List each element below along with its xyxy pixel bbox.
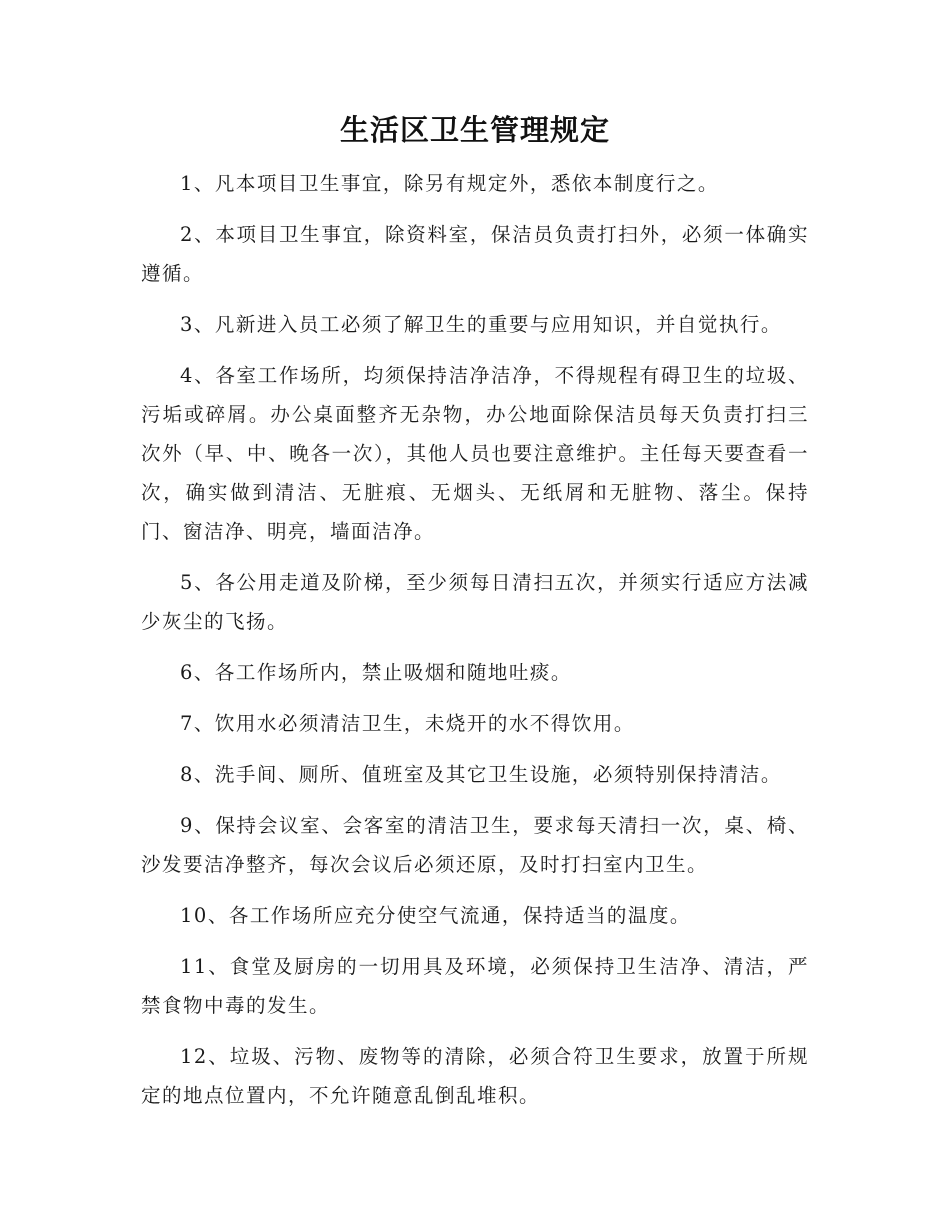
paragraph-1: 1、凡本项目卫生事宜，除另有规定外，悉依本制度行之。 xyxy=(180,172,719,195)
document-body xyxy=(141,164,809,1127)
document-title: 生活区卫生管理规定 xyxy=(339,113,610,147)
paragraph-12: 12、垃圾、污物、废物等的清除，必须合符卫生要求，放置于所规定的地点位置内，不允许随意乱倒乱堆积。 xyxy=(141,1045,809,1107)
paragraph-2: 2、本项目卫生事宜，除资料室，保洁员负责打扫外，必须一体确实遵循。 xyxy=(141,223,809,285)
paragraph-7: 7、饮用水必须清洁卫生，未烧开的水不得饮用。 xyxy=(180,712,635,735)
paragraph-9: 9、保持会议室、会客室的清洁卫生，要求每天清扫一次，桌、椅、沙发要洁净整齐，每次会议后必须还原，及时打扫室内卫生。 xyxy=(141,814,809,876)
paragraph-11: 11、食堂及厨房的一切用具及环境，必须保持卫生洁净、清洁，严禁食物中毒的发生。 xyxy=(141,955,809,1017)
paragraph-8: 8、洗手间、厕所、值班室及其它卫生设施，必须特别保持清洁。 xyxy=(180,763,782,786)
paragraph-6: 6、各工作场所内，禁止吸烟和随地吐痰。 xyxy=(180,661,572,684)
paragraph-5: 5、各公用走道及阶梯，至少须每日清扫五次，并须实行适应方法减少灰尘的飞扬。 xyxy=(141,571,809,633)
paragraph-3: 3、凡新进入员工必须了解卫生的重要与应用知识，并自觉执行。 xyxy=(180,313,782,336)
paragraph-4: 4、各室工作场所，均须保持洁净洁净，不得规程有碍卫生的垃圾、污垢或碎屑。办公桌面整齐无杂物，办公地面除保洁员每天负责打扫三次外（早、中、晚各一次），其他人员也要注意维护。主任每天要查看一次，确实做到清洁、无脏痕、无烟头、无纸屑和无脏物、落尘。保持门、窗洁净、明亮，墙面洁净。 xyxy=(141,364,809,543)
paragraph-10: 10、各工作场所应充分使空气流通，保持适当的温度。 xyxy=(180,904,691,927)
